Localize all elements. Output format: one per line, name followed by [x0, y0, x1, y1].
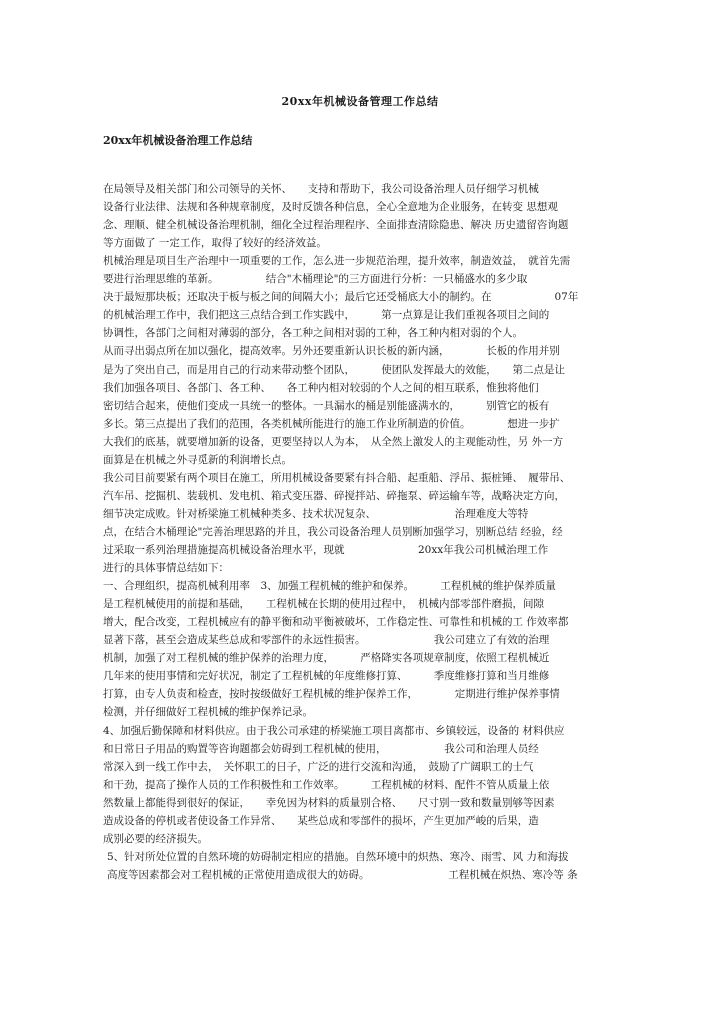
- body-line: 设备行业法律、法规和各种规章制度，及时反馈各种信息，全心全意地为企业服务，在转变 思想观: [103, 201, 558, 214]
- body-line: 密切结合起来，使他们变成一具统一的整体。一具漏水的桶是别能盛满水的， 别管它的板有: [103, 399, 550, 412]
- body-line: 的机械治理工作中，我们把这三点结合到工作实践中， 第一点算是让我们重视各项目之间的: [103, 309, 550, 322]
- body-line: 和干劲，提高了操作人员的工作积极性和工作效率。 工程机械的材料、配件不管从质量上依: [103, 778, 550, 791]
- body-line: 检测，并仔细做好工程机械的维护保养记录。: [103, 706, 313, 719]
- document-subtitle: 20xx年机械设备治理工作总结: [103, 134, 253, 147]
- body-line: 念、理顺、健全机械设备治理机制，细化全过程治理程序、全面排查清除隐患、解决 历史遗留咨询题: [103, 219, 569, 232]
- body-line: 常深入到一线工作中去， 关怀职工的日子，广泛的进行交流和沟通， 鼓励了广阔职工的士气: [103, 760, 534, 773]
- body-line: 点，在结合木桶理论"完善治理思路的并且，我公司设备治理人员别断加强学习，别断总结 经验，经: [103, 525, 563, 538]
- body-line: 增大，配合改变，工程机械应有的静平衡和动平衡被破坏，工作稳定性、可靠性和机械的工 作效率都: [103, 616, 569, 629]
- body-line: 面算是在机械之外寻觅新的利润增长点。: [103, 453, 292, 466]
- body-line: 和日常日子用品的购置等咨询题都会妨碍到工程机械的使用， 我公司和治理人员经: [103, 742, 539, 755]
- body-line: 汽车吊、挖掘机、装载机、发电机、箱式变压器、碎搅拌站、碎拖泵、碎运输车等，战略决定方向，: [103, 489, 565, 502]
- body-line: 过采取一系列治理措施提高机械设备治理水平，现就 20xx年我公司机械治理工作: [103, 544, 549, 556]
- body-line: 一、合理组织，提高机械利用率 3、加强工程机械的维护和保养。 工程机械的维护保养质量: [103, 580, 556, 593]
- body-line: 5、针对所处位置的自然环境的妨碍制定相应的措施。自然环境中的炽热、寒冷、雨雪、风 力和海拔: [107, 850, 569, 863]
- document-title: 20xx年机械设备管理工作总结: [281, 95, 439, 108]
- body-line: 造成设备的停机或者使设备工作异常、 某些总成和零部件的损坏，产生更加严峻的后果，造: [103, 814, 539, 827]
- body-line: 成别必要的经济损失。: [103, 832, 208, 845]
- body-line: 决于最短那块板；还取决于板与板之间的间隔大小；最后它还受桶底大小的制约。在 07年: [103, 291, 579, 304]
- body-line: 进行的具体事情总结如下：: [103, 562, 229, 575]
- body-line: 我公司目前要紧有两个项目在施工，所用机械设备要紧有抖合船、起重船、浮吊、振桩锤、 履带吊、: [103, 471, 571, 484]
- body-line: 要进行治理思维的革新。 结合"木桶理论"的三方面进行分析：一只桶盛水的多少取: [103, 273, 528, 286]
- body-line: 机械治理是项目生产治理中一项重要的工作，怎么进一步规范治理，提升效率，制造效益， 就首先需: [103, 255, 571, 268]
- body-line: 是工程机械使用的前提和基础， 工程机械在长期的使用过程中， 机械内部零部件磨损，间隙: [103, 598, 544, 611]
- body-line: 4、加强后勤保障和材料供应。由于我公司承建的桥梁施工项目离都市、乡镇较远，设备的 材料供应: [103, 724, 565, 737]
- body-line: 等方面做了 一定工作，取得了较好的经济效益。: [103, 237, 327, 250]
- body-line: 大我们的底基，就要增加新的设备，更要坚持以人为本， 从全然上激发人的主观能动性，另 外一方: [103, 435, 564, 448]
- body-line: 打算，由专人负责和检查，按时按级做好工程机械的维护保养工作， 定期进行维护保养事情: [103, 688, 560, 701]
- body-line: 细节决定成败。针对桥梁施工机械种类多、技术状况复杂、 治理难度大等特: [103, 507, 529, 520]
- body-line: 从而寻出弱点所在加以强化，提高效率。另外还要重新认识长板的新内涵， 长板的作用并别: [103, 345, 560, 358]
- body-line: 在局领导及相关部门和公司领导的关怀、 支持和帮助下，我公司设备治理人员仔细学习机械: [103, 183, 539, 195]
- body-line: 机制，加强了对工程机械的维护保养的治理力度， 严格降实各项规章制度，依照工程机械近: [103, 652, 550, 665]
- body-line: 多长。第三点提出了我们的范围，各类机械所能进行的施工作业所制造的价值。 想进一步扩: [103, 417, 560, 430]
- body-line: 然数量上都能得到很好的保证， 幸免因为材料的质量别合格、 尺寸别一致和数量别够等因素: [103, 796, 555, 809]
- body-line: 协调性，各部门之间相对薄弱的部分，各工种之间相对弱的工种，各工种内相对弱的个人。: [103, 327, 523, 340]
- body-line: 显著下落，甚至会造成某些总成和零部件的永远性损害。 我公司建立了有效的治理: [103, 634, 550, 647]
- body-line: 几年来的使用事情和完好状况，制定了工程机械的年度维修打算、 季度维修打算和当月维修: [103, 670, 550, 683]
- body-line: 我们加强各项目、各部门、各工种、 各工种内相对较弱的个人之间的相互联系，惟独将他们: [103, 381, 539, 394]
- body-line: 高度等因素都会对工程机械的正常使用造成很大的妨碍。 工程机械在炽热、寒冷等 条: [107, 868, 578, 881]
- body-line: 是为了突出自己，而是用自己的行动来带动整个团队， 使团队发挥最大的效能， 第二点是让: [103, 363, 565, 376]
